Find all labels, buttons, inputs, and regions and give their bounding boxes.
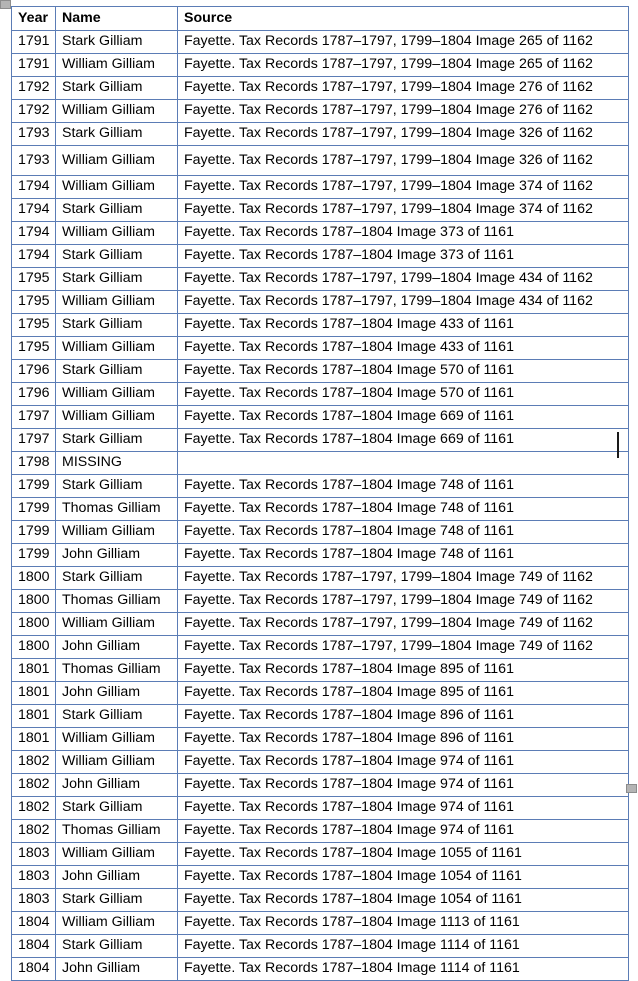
cell-year: 1803: [12, 889, 56, 912]
cell-year: 1801: [12, 728, 56, 751]
cell-name: William Gilliam: [56, 521, 178, 544]
cell-source: Fayette. Tax Records 1787–1797, 1799–1804 Image 374 of 1162: [178, 199, 629, 222]
cell-source: Fayette. Tax Records 1787–1804 Image 748 of 1161: [178, 498, 629, 521]
cell-source: Fayette. Tax Records 1787–1797, 1799–1804 Image 749 of 1162: [178, 590, 629, 613]
cell-source: Fayette. Tax Records 1787–1804 Image 974 of 1161: [178, 820, 629, 843]
cell-name: Stark Gilliam: [56, 475, 178, 498]
cell-source: Fayette. Tax Records 1787–1804 Image 895 of 1161: [178, 659, 629, 682]
cell-name: William Gilliam: [56, 176, 178, 199]
cell-year: 1800: [12, 636, 56, 659]
table-row: [12, 636, 629, 659]
cell-name: William Gilliam: [56, 54, 178, 77]
cell-name: MISSING: [56, 452, 178, 475]
table-row: [12, 935, 629, 958]
cell-year: 1794: [12, 199, 56, 222]
cell-year: 1804: [12, 912, 56, 935]
cell-year: 1796: [12, 383, 56, 406]
cell-name: Stark Gilliam: [56, 31, 178, 54]
cell-name: Stark Gilliam: [56, 314, 178, 337]
cell-source: Fayette. Tax Records 1787–1797, 1799–1804 Image 749 of 1162: [178, 636, 629, 659]
cell-source: Fayette. Tax Records 1787–1804 Image 974 of 1161: [178, 751, 629, 774]
table-row: [12, 291, 629, 314]
cell-name: William Gilliam: [56, 728, 178, 751]
cell-name: William Gilliam: [56, 222, 178, 245]
table-row: [12, 337, 629, 360]
cell-year: 1800: [12, 613, 56, 636]
cell-name: Stark Gilliam: [56, 797, 178, 820]
cell-source: Fayette. Tax Records 1787–1797, 1799–1804 Image 265 of 1162: [178, 31, 629, 54]
table-row: [12, 452, 629, 475]
cell-year: 1793: [12, 146, 56, 176]
cell-year: 1794: [12, 176, 56, 199]
cell-source: Fayette. Tax Records 1787–1804 Image 373 of 1161: [178, 222, 629, 245]
cell-name: William Gilliam: [56, 613, 178, 636]
cell-year: 1793: [12, 123, 56, 146]
cell-source: Fayette. Tax Records 1787–1804 Image 373 of 1161: [178, 245, 629, 268]
cell-name: William Gilliam: [56, 406, 178, 429]
cell-year: 1795: [12, 291, 56, 314]
cell-source: Fayette. Tax Records 1787–1804 Image 669 of 1161: [178, 429, 629, 452]
text-caret: [617, 432, 619, 458]
cell-year: 1800: [12, 567, 56, 590]
cell-source: Fayette. Tax Records 1787–1804 Image 433 of 1161: [178, 337, 629, 360]
table-row: [12, 544, 629, 567]
cell-source: Fayette. Tax Records 1787–1797, 1799–1804 Image 749 of 1162: [178, 613, 629, 636]
cell-year: 1795: [12, 268, 56, 291]
cell-year: 1791: [12, 31, 56, 54]
cell-name: John Gilliam: [56, 866, 178, 889]
cell-name: Stark Gilliam: [56, 268, 178, 291]
cell-name: John Gilliam: [56, 636, 178, 659]
table-row: [12, 100, 629, 123]
table-row: [12, 567, 629, 590]
cell-name: Thomas Gilliam: [56, 820, 178, 843]
cell-year: 1799: [12, 544, 56, 567]
table-row: [12, 314, 629, 337]
cell-name: John Gilliam: [56, 682, 178, 705]
cell-source: Fayette. Tax Records 1787–1797, 1799–1804 Image 265 of 1162: [178, 54, 629, 77]
table-row: [12, 751, 629, 774]
table-row: [12, 613, 629, 636]
cell-name: Stark Gilliam: [56, 429, 178, 452]
cell-year: 1791: [12, 54, 56, 77]
cell-source: Fayette. Tax Records 1787–1797, 1799–1804 Image 374 of 1162: [178, 176, 629, 199]
table-row: [12, 199, 629, 222]
table-row: [12, 123, 629, 146]
cell-source: Fayette. Tax Records 1787–1804 Image 570 of 1161: [178, 360, 629, 383]
table-row: [12, 889, 629, 912]
cell-source: Fayette. Tax Records 1787–1804 Image 748 of 1161: [178, 544, 629, 567]
cell-name: Thomas Gilliam: [56, 659, 178, 682]
cell-name: Stark Gilliam: [56, 705, 178, 728]
cell-source: Fayette. Tax Records 1787–1804 Image 974 of 1161: [178, 797, 629, 820]
cell-year: 1803: [12, 866, 56, 889]
cell-source: Fayette. Tax Records 1787–1804 Image 896 of 1161: [178, 705, 629, 728]
cell-name: William Gilliam: [56, 291, 178, 314]
cell-source: Fayette. Tax Records 1787–1804 Image 1113 of 1161: [178, 912, 629, 935]
table-row: [12, 590, 629, 613]
cell-name: Stark Gilliam: [56, 360, 178, 383]
cell-year: 1797: [12, 429, 56, 452]
cell-name: William Gilliam: [56, 912, 178, 935]
cell-name: Stark Gilliam: [56, 567, 178, 590]
cell-year: 1795: [12, 314, 56, 337]
table-row: [12, 521, 629, 544]
cell-year: 1792: [12, 100, 56, 123]
cell-name: Thomas Gilliam: [56, 498, 178, 521]
table-header-row: [12, 7, 629, 31]
table-row: [12, 498, 629, 521]
cell-source: [178, 452, 629, 475]
cell-year: 1794: [12, 245, 56, 268]
cell-year: 1798: [12, 452, 56, 475]
table-row: [12, 958, 629, 981]
table-row: [12, 659, 629, 682]
cell-year: 1797: [12, 406, 56, 429]
cell-year: 1801: [12, 705, 56, 728]
table-row: [12, 146, 629, 176]
cell-source: Fayette. Tax Records 1787–1804 Image 748 of 1161: [178, 475, 629, 498]
table-row: [12, 475, 629, 498]
cell-name: Thomas Gilliam: [56, 590, 178, 613]
cell-source: Fayette. Tax Records 1787–1797, 1799–1804 Image 434 of 1162: [178, 291, 629, 314]
cell-source: Fayette. Tax Records 1787–1797, 1799–1804 Image 276 of 1162: [178, 77, 629, 100]
table-row: [12, 360, 629, 383]
table-row: [12, 843, 629, 866]
cell-year: 1801: [12, 659, 56, 682]
cell-source: Fayette. Tax Records 1787–1804 Image 974 of 1161: [178, 774, 629, 797]
table-row: [12, 176, 629, 199]
cell-year: 1802: [12, 774, 56, 797]
cell-name: Stark Gilliam: [56, 77, 178, 100]
cell-source: Fayette. Tax Records 1787–1804 Image 1054 of 1161: [178, 866, 629, 889]
cell-source: Fayette. Tax Records 1787–1804 Image 1114 of 1161: [178, 958, 629, 981]
table-row: [12, 429, 629, 452]
column-header-name: Name: [56, 7, 178, 31]
cell-name: William Gilliam: [56, 843, 178, 866]
table-row: [12, 383, 629, 406]
cell-source: Fayette. Tax Records 1787–1804 Image 433 of 1161: [178, 314, 629, 337]
table-row: [12, 912, 629, 935]
table-row: [12, 774, 629, 797]
table-row: [12, 245, 629, 268]
cell-year: 1803: [12, 843, 56, 866]
table-row: [12, 406, 629, 429]
cell-year: 1802: [12, 751, 56, 774]
cell-name: Stark Gilliam: [56, 889, 178, 912]
table-row: [12, 705, 629, 728]
cell-name: Stark Gilliam: [56, 199, 178, 222]
table-row: [12, 866, 629, 889]
cell-name: William Gilliam: [56, 383, 178, 406]
cell-year: 1804: [12, 958, 56, 981]
table-row: [12, 820, 629, 843]
cell-name: William Gilliam: [56, 146, 178, 176]
cell-year: 1799: [12, 475, 56, 498]
cell-year: 1800: [12, 590, 56, 613]
cell-name: Stark Gilliam: [56, 245, 178, 268]
cell-source: Fayette. Tax Records 1787–1797, 1799–1804 Image 749 of 1162: [178, 567, 629, 590]
table-row: [12, 728, 629, 751]
cell-source: Fayette. Tax Records 1787–1804 Image 1055 of 1161: [178, 843, 629, 866]
object-resize-handle-bottom-right[interactable]: [626, 784, 637, 793]
cell-year: 1796: [12, 360, 56, 383]
cell-year: 1795: [12, 337, 56, 360]
table-row: [12, 797, 629, 820]
cell-year: 1794: [12, 222, 56, 245]
cell-source: Fayette. Tax Records 1787–1804 Image 669 of 1161: [178, 406, 629, 429]
cell-source: Fayette. Tax Records 1787–1804 Image 748 of 1161: [178, 521, 629, 544]
cell-year: 1799: [12, 521, 56, 544]
cell-source: Fayette. Tax Records 1787–1804 Image 1114 of 1161: [178, 935, 629, 958]
cell-name: John Gilliam: [56, 544, 178, 567]
table-body: [12, 31, 629, 981]
cell-name: Stark Gilliam: [56, 935, 178, 958]
cell-source: Fayette. Tax Records 1787–1797, 1799–1804 Image 434 of 1162: [178, 268, 629, 291]
cell-source: Fayette. Tax Records 1787–1804 Image 570 of 1161: [178, 383, 629, 406]
cell-source: Fayette. Tax Records 1787–1804 Image 895 of 1161: [178, 682, 629, 705]
cell-name: John Gilliam: [56, 774, 178, 797]
column-header-year: Year: [12, 7, 56, 31]
gilliam-tax-records-table: [11, 6, 629, 981]
column-header-source: Source: [178, 7, 629, 31]
cell-name: Stark Gilliam: [56, 123, 178, 146]
cell-year: 1802: [12, 797, 56, 820]
table-row: [12, 31, 629, 54]
object-resize-handle-top-left[interactable]: [0, 0, 11, 9]
cell-year: 1802: [12, 820, 56, 843]
cell-name: William Gilliam: [56, 337, 178, 360]
table-row: [12, 682, 629, 705]
cell-year: 1801: [12, 682, 56, 705]
table-header: [12, 7, 629, 31]
table-row: [12, 54, 629, 77]
cell-year: 1804: [12, 935, 56, 958]
cell-name: William Gilliam: [56, 751, 178, 774]
cell-source: Fayette. Tax Records 1787–1804 Image 896 of 1161: [178, 728, 629, 751]
cell-year: 1799: [12, 498, 56, 521]
cell-name: William Gilliam: [56, 100, 178, 123]
table-row: [12, 222, 629, 245]
cell-source: Fayette. Tax Records 1787–1797, 1799–1804 Image 276 of 1162: [178, 100, 629, 123]
table-row: [12, 268, 629, 291]
table-row: [12, 77, 629, 100]
cell-source: Fayette. Tax Records 1787–1797, 1799–1804 Image 326 of 1162: [178, 146, 629, 176]
cell-source: Fayette. Tax Records 1787–1804 Image 1054 of 1161: [178, 889, 629, 912]
cell-name: John Gilliam: [56, 958, 178, 981]
cell-year: 1792: [12, 77, 56, 100]
cell-source: Fayette. Tax Records 1787–1797, 1799–1804 Image 326 of 1162: [178, 123, 629, 146]
